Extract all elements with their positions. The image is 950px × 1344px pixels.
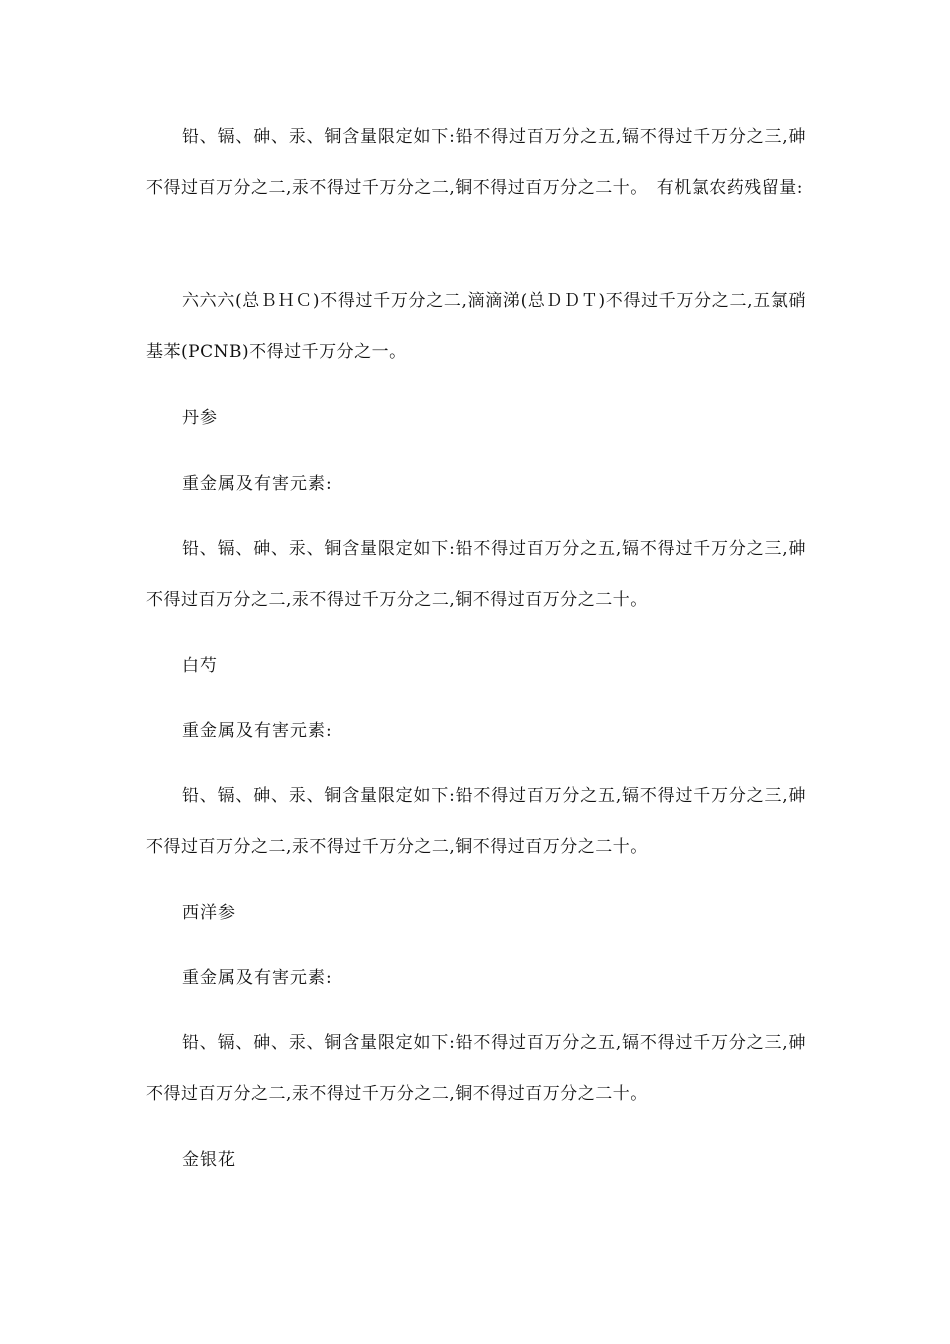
subheading-heavy-metals: 重金属及有害元素:	[182, 968, 333, 988]
heading-baishao: 白芍	[182, 656, 218, 676]
subheading-heavy-metals: 重金属及有害元素:	[182, 721, 333, 741]
heading-xiyangshen: 西洋参	[182, 903, 236, 923]
paragraph-pesticide-limits: 六六六(总ＢＨＣ)不得过千万分之二,滴滴涕(总ＤＤＴ)不得过千万分之二,五氯硝基苯(PCNB)不得过千万分之一。	[146, 291, 806, 362]
paragraph-heavy-metal-limits: 铅、镉、砷、汞、铜含量限定如下:铅不得过百万分之五,镉不得过千万分之三,砷不得过百万分之二,汞不得过千万分之二,铜不得过百万分之二十。 有机氯农药残留量:	[146, 127, 806, 198]
paragraph-baishao-limits: 铅、镉、砷、汞、铜含量限定如下:铅不得过百万分之五,镉不得过千万分之三,砷不得过百万分之二,汞不得过千万分之二,铜不得过百万分之二十。	[146, 786, 806, 857]
paragraph-xiyangshen-limits: 铅、镉、砷、汞、铜含量限定如下:铅不得过百万分之五,镉不得过千万分之三,砷不得过百万分之二,汞不得过千万分之二,铜不得过百万分之二十。	[146, 1033, 806, 1104]
subheading-heavy-metals: 重金属及有害元素:	[182, 474, 333, 494]
paragraph-danshen-limits: 铅、镉、砷、汞、铜含量限定如下:铅不得过百万分之五,镉不得过千万分之三,砷不得过百万分之二,汞不得过千万分之二,铜不得过百万分之二十。	[146, 539, 806, 610]
heading-jinyinhua: 金银花	[182, 1150, 236, 1170]
heading-danshen: 丹参	[182, 408, 218, 428]
